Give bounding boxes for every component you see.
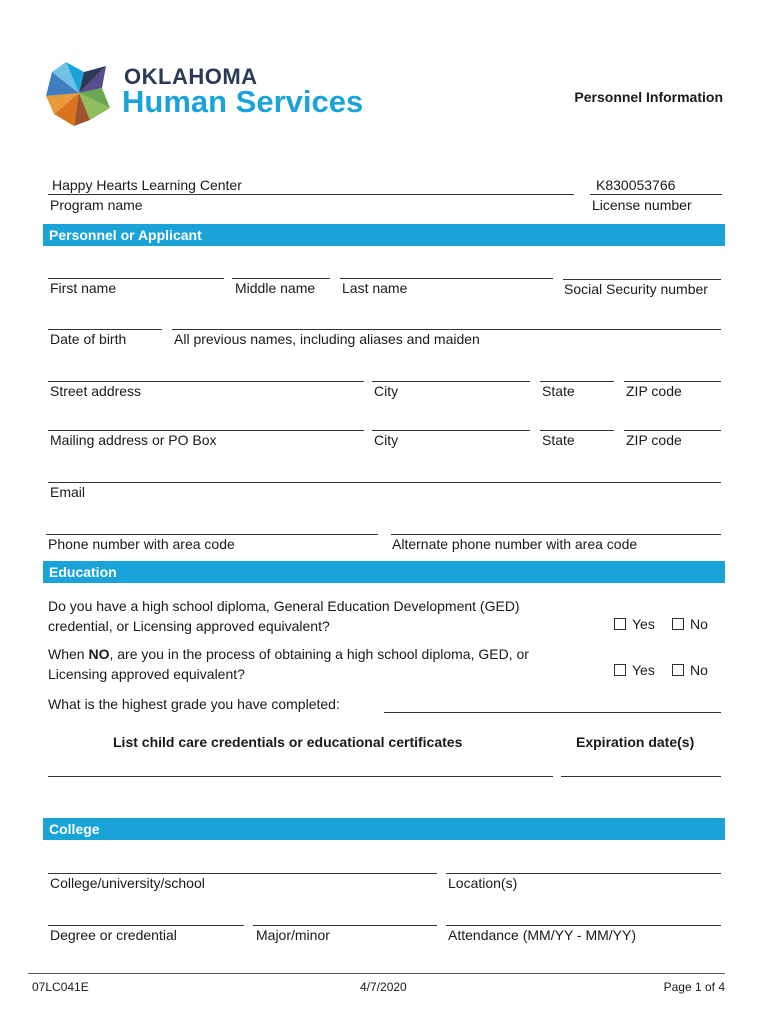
first-name-line [48,278,224,279]
expiration-line [561,776,721,777]
in-process-pre: When [48,646,89,662]
in-process-question [48,644,529,684]
mailing-address-line [48,430,364,431]
college-school-label: College/university/school [50,875,205,891]
mailing-zip-line [624,430,721,431]
highest-grade-input[interactable] [384,694,721,712]
first-name-input[interactable] [48,260,224,278]
brand-top-text: OKLAHOMA [124,64,258,89]
mailing-city-input[interactable] [372,412,530,430]
checkbox-icon[interactable] [672,618,684,630]
alt-phone-line [391,534,721,535]
section-college-header: College [43,818,725,840]
ssn-input[interactable] [563,262,721,280]
in-process-no-checkbox[interactable] [672,662,708,678]
mailing-address-input[interactable] [48,412,364,430]
section-personnel-header: Personnel or Applicant [43,224,725,246]
college-location-input[interactable] [446,855,721,873]
mailing-address-label: Mailing address or PO Box [50,432,217,448]
major-input[interactable] [253,907,437,925]
street-address-label: Street address [50,383,142,399]
previous-names-label: All previous names, including aliases and maiden [174,331,480,347]
major-line [253,925,437,926]
college-location-label: Location(s) [448,875,518,891]
mailing-state-line [540,430,614,431]
phone-label: Phone number with area code [48,536,235,552]
dob-input[interactable] [48,311,162,329]
degree-line [48,925,244,926]
in-process-no-label: No [690,662,708,678]
major-label: Major/minor [256,927,330,943]
city-line [372,381,530,382]
middle-name-line [232,278,330,279]
checkbox-icon[interactable] [672,664,684,676]
last-name-line [340,278,553,279]
checkbox-icon[interactable] [614,618,626,630]
state-label: State [542,383,575,399]
attendance-label: Attendance (MM/YY - MM/YY) [448,927,637,943]
street-address-line [48,381,364,382]
in-process-bold: NO [88,646,110,662]
credentials-input[interactable] [48,758,553,776]
in-process-yes-label: Yes [632,662,655,678]
page-title: Personnel Information [574,89,723,105]
college-school-line [48,873,437,874]
agency-logo [44,58,374,128]
diploma-yes-label: Yes [632,616,655,632]
expiration-header: Expiration date(s) [576,734,695,750]
in-process-post: , are you in the process of obtaining a high school diploma, GED, or [109,646,529,662]
degree-label: Degree or credential [50,927,177,943]
program-name-label: Program name [50,197,143,213]
star-logo-icon [44,58,114,128]
credentials-line [48,776,553,777]
last-name-label: Last name [342,280,408,296]
degree-input[interactable] [48,907,244,925]
program-name-line [48,194,574,195]
credentials-header: List child care credentials or educational certificates [113,734,463,750]
form-id: 07LC041E [32,980,89,994]
highest-grade-line [384,712,721,713]
alt-phone-input[interactable] [391,516,721,534]
phone-line [46,534,378,535]
diploma-question [48,596,520,636]
phone-input[interactable] [46,516,378,534]
form-date: 4/7/2020 [360,980,407,994]
city-input[interactable] [372,363,530,381]
mailing-zip-label: ZIP code [626,432,682,448]
state-input[interactable] [540,363,614,381]
checkbox-icon[interactable] [614,664,626,676]
previous-names-line [172,329,721,330]
license-number-line [590,194,722,195]
city-label: City [374,383,399,399]
middle-name-input[interactable] [232,260,330,278]
first-name-label: First name [50,280,117,296]
zip-label: ZIP code [626,383,682,399]
expiration-input[interactable] [561,758,721,776]
attendance-line [446,925,721,926]
page-number: Page 1 of 4 [663,980,725,994]
middle-name-label: Middle name [235,280,316,296]
attendance-input[interactable] [446,907,721,925]
college-location-line [446,873,721,874]
diploma-no-checkbox[interactable] [672,616,708,632]
license-number-label: License number [592,197,692,213]
last-name-input[interactable] [340,260,553,278]
in-process-yes-checkbox[interactable] [614,662,655,678]
email-line [48,482,721,483]
brand-bottom-text: Human Services [122,84,364,119]
street-address-input[interactable] [48,363,364,381]
previous-names-input[interactable] [172,311,721,329]
email-label: Email [50,484,86,500]
mailing-zip-input[interactable] [624,412,721,430]
state-line [540,381,614,382]
mailing-city-line [372,430,530,431]
section-education-header: Education [43,561,725,583]
ssn-label: Social Security number [564,281,708,297]
zip-line [624,381,721,382]
college-school-input[interactable] [48,855,437,873]
highest-grade-label: What is the highest grade you have completed: [48,696,340,712]
dob-label: Date of birth [50,331,127,347]
email-input[interactable] [48,464,721,482]
mailing-state-label: State [542,432,575,448]
in-process-line2: Licensing approved equivalent? [48,666,245,682]
dob-line [48,329,162,330]
footer-divider [28,973,725,974]
diploma-yes-checkbox[interactable] [614,616,655,632]
mailing-city-label: City [374,432,399,448]
alt-phone-label: Alternate phone number with area code [392,536,638,552]
license-number-field[interactable] [594,176,720,194]
ssn-line [563,279,721,280]
mailing-state-input[interactable] [540,412,614,430]
diploma-no-label: No [690,616,708,632]
diploma-question-line2: credential, or Licensing approved equivalent? [48,618,330,634]
program-name-field[interactable] [50,176,570,194]
zip-input[interactable] [624,363,721,381]
diploma-question-line1: Do you have a high school diploma, General Education Development (GED) [48,598,520,614]
